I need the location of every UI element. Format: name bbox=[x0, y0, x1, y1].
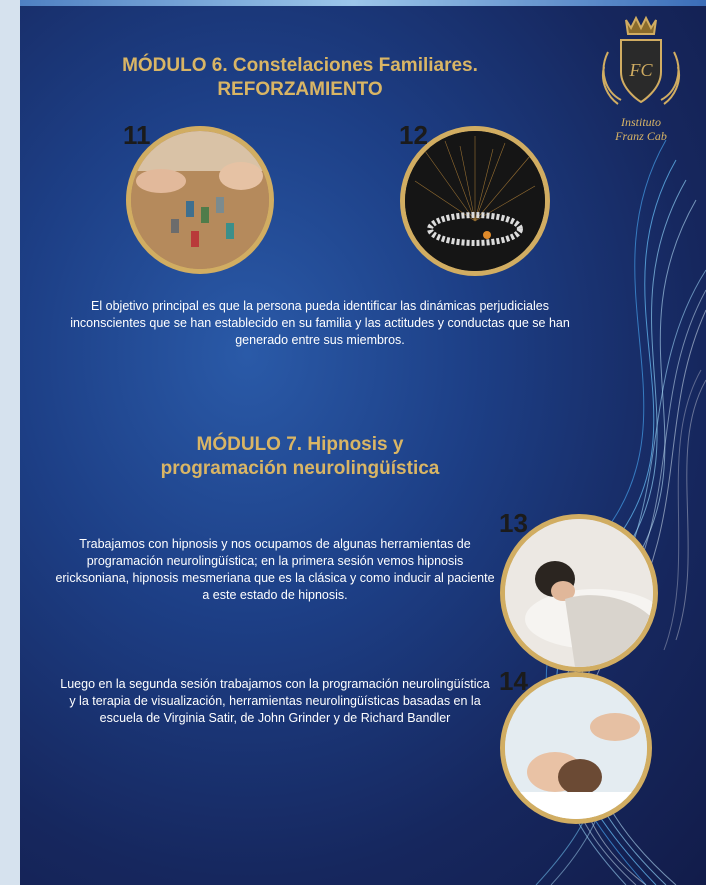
svg-text:FC: FC bbox=[629, 60, 653, 80]
logo-line-2: Franz Cab bbox=[615, 129, 667, 143]
module6-title bbox=[40, 54, 560, 102]
logo-line-1: Instituto bbox=[620, 115, 661, 129]
module7-paragraph-2: Luego en la segunda sesión trabajamos con la programación neurolingüística y la terapia de visualización, herramientas neurolingüísticas basadas en la escuela de Virginia Satir, de John Grinder y de Richard Bandler bbox=[60, 677, 490, 725]
top-border bbox=[0, 0, 706, 6]
module7-paragraph-1: Trabajamos con hipnosis y nos ocupamos de algunas herramientas de programación neurolingüística; en la primera sesión vemos hipnosis ericksoniana, hipnosis mesmeriana que es la clásica y como inducir al paciente a este estado de hipnosis. bbox=[55, 537, 495, 602]
image-number-14: 14 bbox=[499, 666, 528, 696]
module7-title-line2: programación neurolingüística bbox=[160, 458, 440, 479]
module7-title-line1: MÓDULO 7. Hipnosis y bbox=[196, 434, 404, 455]
left-border bbox=[0, 0, 20, 885]
module6-title-line1: MÓDULO 6. Constelaciones Familiares. bbox=[122, 55, 478, 76]
image-number-11: 11 bbox=[123, 120, 151, 150]
module6-title-line2: REFORZAMIENTO bbox=[217, 79, 383, 100]
module6-description: El objetivo principal es que la persona pueda identificar las dinámicas perjudiciales inconscientes que se han establecido en su familia y las actitudes y conductas que se han generado entre sus miembros. bbox=[70, 299, 570, 347]
module7-title bbox=[80, 433, 520, 481]
image-number-13: 13 bbox=[499, 508, 528, 538]
image-number-12: 12 bbox=[399, 120, 428, 150]
